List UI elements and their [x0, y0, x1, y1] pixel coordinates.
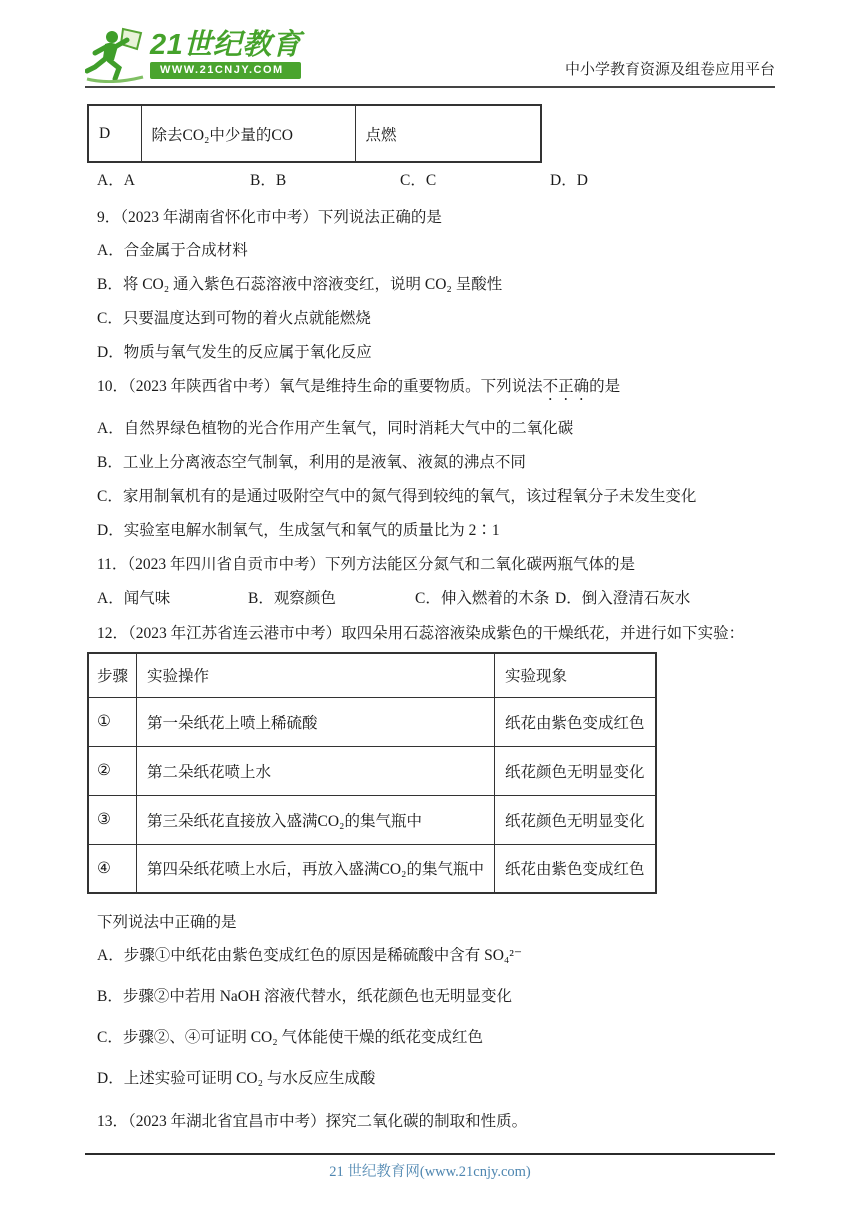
- question-11-options-row: [85, 591, 775, 607]
- question-12-option-d: D．上述实验可证明 CO₂ 与水反应生成酸: [97, 1070, 376, 1087]
- question-12-option-c: C．步骤②、④可证明 CO₂ 气体能使干燥的纸花变成红色: [97, 1029, 484, 1046]
- table-row: [88, 697, 656, 746]
- brand-name: 21世纪教育: [150, 29, 302, 61]
- platform-tagline: 中小学教育资源及组卷应用平台: [564, 62, 775, 78]
- q10-title-emphasis: 不正确: [542, 378, 590, 395]
- question-10-option-b: B．工业上分离液态空气制氧，利用的是液氧、液氮的沸点不同: [97, 454, 526, 471]
- choice-d: D．D: [550, 172, 588, 189]
- q10-title-prefix: 10．（2023 年陕西省中考）氧气是维持生命的重要物质。下列说法: [97, 378, 543, 395]
- footer-site-link[interactable]: 21 世纪教育网(www.21cnjy.com): [329, 1164, 531, 1180]
- question-10-option-a: A．自然界绿色植物的光合作用产生氧气，同时消耗大气中的二氧化碳: [97, 420, 574, 437]
- choice-b: B．B: [250, 172, 287, 189]
- question-13-title: 13．（2023 年湖北省宜昌市中考）探究二氧化碳的制取和性质。: [97, 1113, 528, 1130]
- choice-a: A．A: [97, 172, 135, 189]
- step-cell: ③: [88, 795, 137, 844]
- question-12-title: 12．（2023 年江苏省连云港市中考）取四朵用石蕊溶液染成紫色的干燥纸花，并进行如下实验：: [97, 625, 745, 642]
- step-cell: ②: [88, 746, 137, 795]
- page-footer: [85, 1153, 775, 1181]
- brand-logo: [85, 27, 301, 85]
- question-9-option-b: B．将 CO₂ 通入紫色石蕊溶液中溶液变红，说明 CO₂ 呈酸性: [97, 276, 503, 293]
- question-11-title: 11．（2023 年四川省自贡市中考）下列方法能区分氮气和二氧化碳两瓶气体的是: [97, 556, 636, 573]
- header-step: 步骤: [88, 653, 137, 697]
- question-9-option-c: C．只要温度达到可物的着火点就能燃烧: [97, 310, 371, 327]
- question-10-option-d: D．实验室电解水制氧气，生成氢气和氧气的质量比为 2∶1: [97, 522, 500, 539]
- carryover-option-table: [87, 104, 542, 163]
- question-10-option-c: C．家用制氧机有的是通过吸附空气中的氮气得到较纯的氧气，该过程氧分子未发生变化: [97, 488, 697, 505]
- answer-choices-row: [85, 173, 775, 189]
- page-header: [85, 0, 775, 88]
- document-body: [85, 88, 775, 1130]
- question-12-option-a: A．步骤①中纸花由紫色变成红色的原因是稀硫酸中含有 SO₄²⁻: [97, 947, 523, 964]
- experiment-table-header-row: [88, 653, 656, 697]
- observation-cell: 纸花颜色无明显变化: [495, 746, 656, 795]
- header-observation: 实验现象: [495, 653, 656, 697]
- table-row: [88, 844, 656, 893]
- observation-cell: 纸花由紫色变成红色: [495, 844, 656, 893]
- question-11-option-a: A．闻气味: [97, 590, 171, 607]
- question-10-title: [85, 378, 775, 404]
- table-row: [88, 105, 541, 162]
- q10-title-suffix: 的是: [589, 378, 621, 395]
- table-row: [88, 746, 656, 795]
- experiment-table: [87, 652, 657, 894]
- table-row: [88, 795, 656, 844]
- brand-url: WWW.21CNJY.COM: [150, 62, 301, 79]
- runner-logo-icon: [85, 27, 147, 83]
- question-9-option-a: A．合金属于合成材料: [97, 242, 248, 259]
- question-12-option-b: B．步骤②中若用 NaOH 溶液代替水，纸花颜色也无明显变化: [97, 988, 513, 1005]
- brand-text-block: [150, 31, 301, 79]
- operation-cell: 第一朵纸花上喷上稀硫酸: [137, 697, 495, 746]
- header-operation: 实验操作: [137, 653, 495, 697]
- question-9-option-d: D．物质与氧气发生的反应属于氧化反应: [97, 344, 372, 361]
- step-cell: ①: [88, 697, 137, 746]
- observation-cell: 纸花颜色无明显变化: [495, 795, 656, 844]
- operation-cell: 第三朵纸花直接放入盛满CO₂的集气瓶中: [137, 795, 495, 844]
- question-11-option-d: D．倒入澄清石灰水: [555, 590, 691, 607]
- observation-cell: 纸花由紫色变成红色: [495, 697, 656, 746]
- question-12-stem: 下列说法中正确的是: [97, 914, 237, 931]
- question-11-option-b: B．观察颜色: [248, 590, 336, 607]
- question-9-title: 9．（2023 年湖南省怀化市中考）下列说法正确的是: [97, 209, 442, 226]
- operation-cell: 第二朵纸花喷上水: [137, 746, 495, 795]
- step-cell: ④: [88, 844, 137, 893]
- experiment-goal-cell: 除去CO₂中少量的CO: [141, 105, 355, 162]
- choice-c: C．C: [400, 172, 437, 189]
- experiment-method-cell: 点燃: [355, 105, 541, 162]
- question-11-option-c: C．伸入燃着的木条: [415, 590, 550, 607]
- option-letter-cell: D: [88, 105, 141, 162]
- operation-cell: 第四朵纸花喷上水后，再放入盛满CO₂的集气瓶中: [137, 844, 495, 893]
